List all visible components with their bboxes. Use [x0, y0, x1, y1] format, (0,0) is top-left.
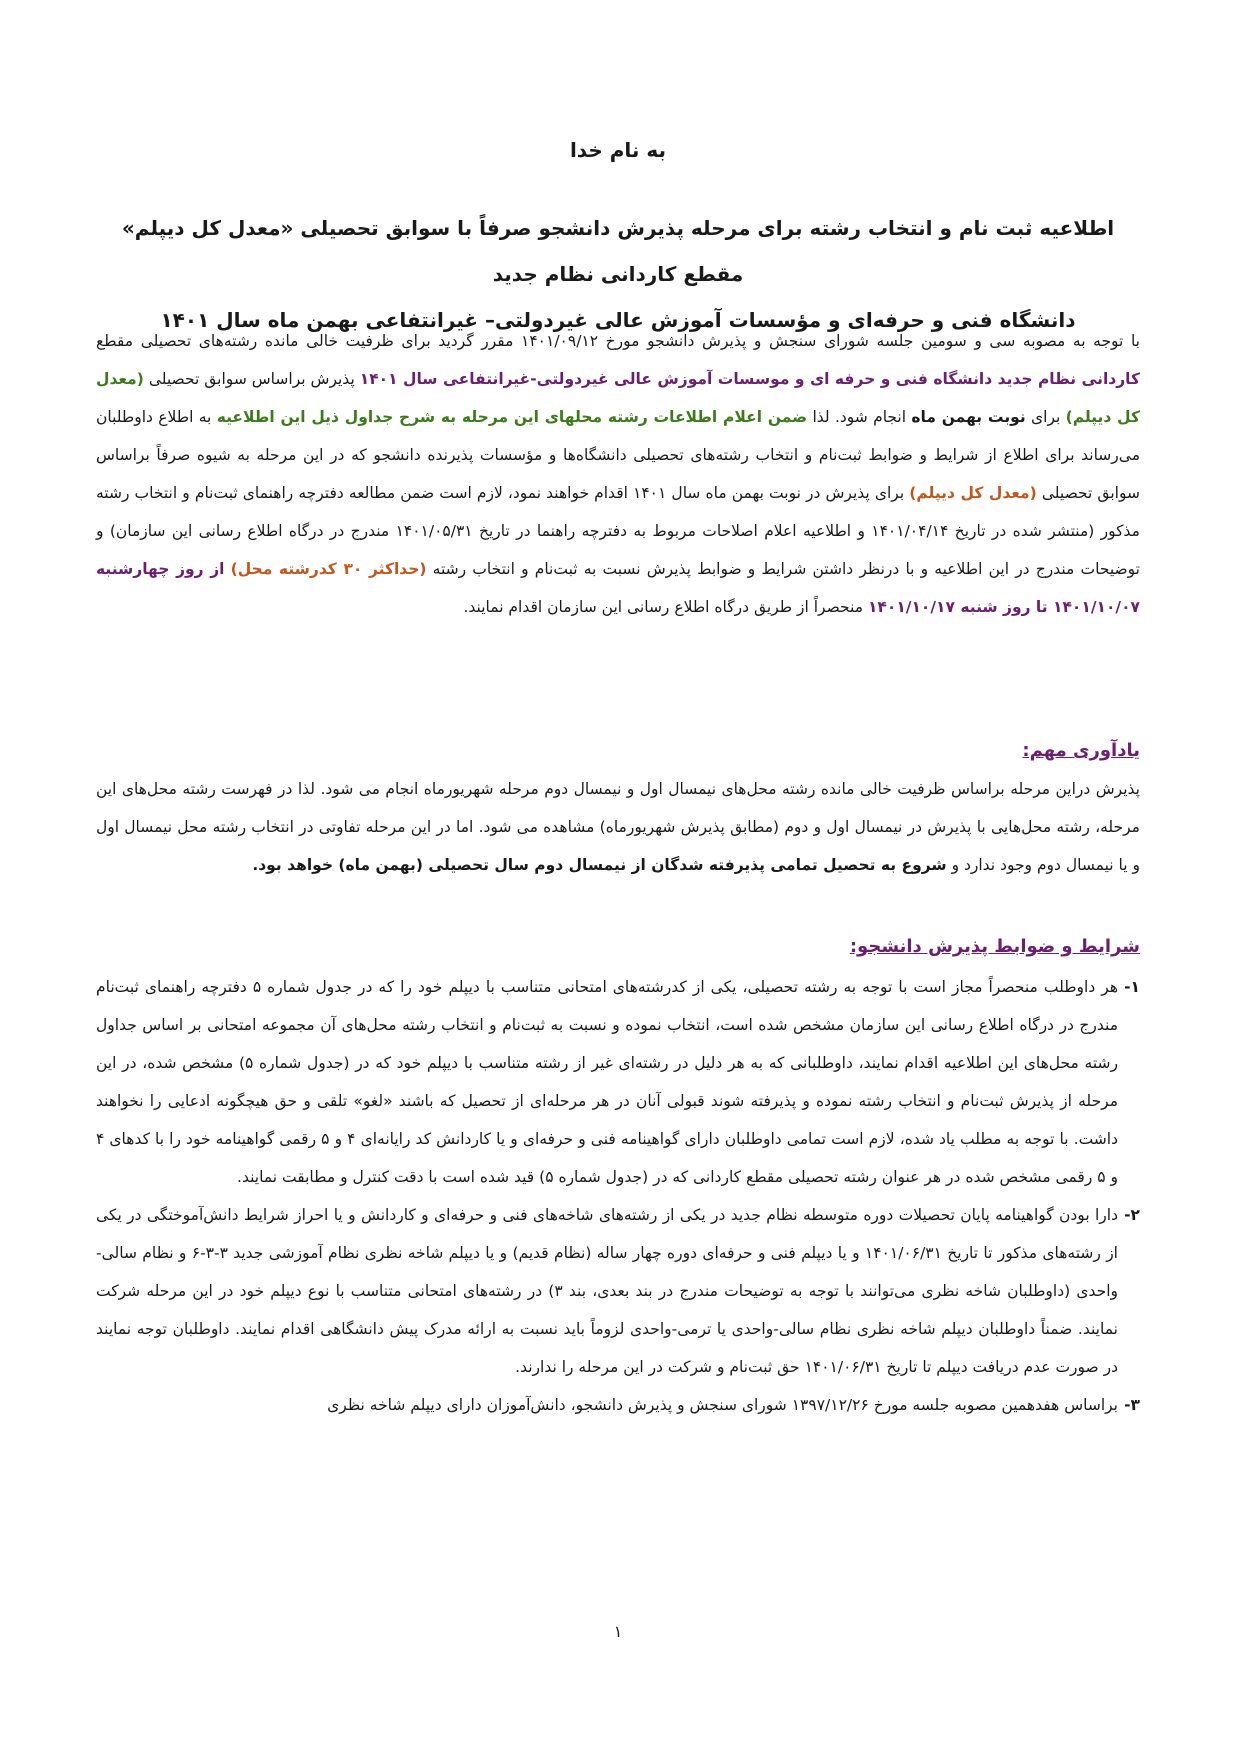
intro-text: برای [1031, 408, 1061, 426]
item-text: دارا بودن گواهینامه پایان تحصیلات دوره متوسطه نظام جدید در یکی از رشته‌های شاخه‌های فنی و حرفه‌ای و کاردانش و یا احراز شرایط دانش‌آموختگی در یکی از رشته‌های مذکور تا تاریخ ۱۴۰۱/۰۶/۳۱ و یا دیپلم فنی و حرفه‌ای دوره چهار ساله (نظام قدیم) و یا دیپلم شاخه نظری نظام آموزشی جدید ۳-۳-۶ و نظام سالی-واحدی (داوطلبان شاخه نظری می‌توانند با توجه به توضیحات مندرج در بند بعدی، بند ۳) در رشته‌های امتحانی متناسب با نوع دیپلم خود در این مرحله شرکت نمایند. ضمناً داوطلبان دیپلم شاخه نظری نظام سالی-واحدی یا ترمی-واحدی لزوماً باید نسبت به ارائه مدرک پیش دانشگاهی اقدام نمایند. داوطلبان توجه نمایند در صورت عدم دریافت دیپلم تا تاریخ ۱۴۰۱/۰۶/۳۱ حق ثبت‌نام و شرکت در این مرحله را ندارند. [96, 1206, 1118, 1376]
list-item [96, 968, 1140, 1196]
intro-text: برای پذیرش در نوبت بهمن ماه سال ۱۴۰۱ اقدام خواهند نمود، لازم است ضمن مطالعه دفترچه راهنمای ثبت‌نام و انتخاب رشته مذکور (منتشر شده در تاریخ ۱۴۰۱/۰۴/۱۴ و اطلاعیه اعلام اصلاحات مربوط به دفترچه راهنما در تاریخ ۱۴۰۱/۰۵/۳۱ مندرج در درگاه اطلاع رسانی این سازمان) و توضیحات مندرج در این اطلاعیه و با درنظر داشتن شرایط و ضوابط پذیرش نسبت به ثبت‌نام و انتخاب رشته [96, 484, 1140, 578]
item-number: ۱- [1124, 978, 1140, 996]
conditions-list [96, 968, 1140, 1424]
title-line-2: دانشگاه فنی و حرفه‌ای و مؤسسات آموزش عالی غیردولتی– غیرانتفاعی بهمن ماه سال ۱۴۰۱ [160, 308, 1076, 332]
intro-highlight-term: نوبت بهمن ماه [911, 408, 1026, 426]
intro-highlight-dates: از روز چهارشنبه ۱۴۰۱/۱۰/۰۷ تا روز شنبه ۱۴۰۱/۱۰/۱۷ [96, 560, 1140, 616]
intro-highlight-tables: ضمن اعلام اطلاعات رشته محلهای این مرحله به شرح جداول ذیل این اطلاعیه [216, 408, 808, 426]
intro-text: به اطلاع داوطلبان می‌رساند برای اطلاع از شرایط و ضوابط ثبت‌نام و انتخاب رشته‌های تحصیلی دانشگاه‌ها و مؤسسات پذیرنده دانشجو که در این مرحله به شیوه صرفاً براساس سوابق تحصیلی [96, 408, 1140, 502]
document-page [96, 0, 1140, 1754]
intro-highlight-max-choices: (حداکثر ۳۰ کدرشته محل) [230, 560, 427, 578]
intro-text: پذیرش براساس سوابق تحصیلی [148, 370, 355, 388]
reminder-highlight: شروع به تحصیل تمامی پذیرفته شدگان از نیمسال دوم سال تحصیلی (بهمن ماه) خواهد بود. [252, 856, 947, 874]
intro-paragraph [96, 322, 1140, 626]
reminder-heading: یادآوری مهم: [1022, 740, 1140, 761]
intro-highlight-gpa-2: (معدل کل دیپلم) [909, 484, 1037, 502]
page-number: ۱ [613, 1622, 623, 1641]
item-text: براساس هفدهمین مصوبه جلسه مورخ ۱۳۹۷/۱۲/۲۶ شورای سنجش و پذیرش دانشجو، دانش‌آموزان دارای دیپلم شاخه نظری [327, 1396, 1118, 1414]
reminder-paragraph [96, 770, 1140, 884]
title-line-1: اطلاعیه ثبت نام و انتخاب رشته برای مرحله پذیرش دانشجو صرفاً با سوابق تحصیلی «معدل کل دیپلم» مقطع کاردانی نظام جدید [121, 216, 1115, 286]
intro-highlight-gpa: (معدل کل دیپلم) [96, 370, 1140, 426]
item-text: هر داوطلب منحصراً مجاز است با توجه به رشته تحصیلی، یکی از کدرشته‌های امتحانی متناسب با دیپلم خود را که در جدول شماره ۵ دفترچه راهنمای ثبت‌نام مندرج در درگاه اطلاع رسانی این سازمان مشخص شده است، انتخاب نموده و نسبت به ثبت‌نام و انتخاب رشته محل‌های آن مجموعه امتحانی بر اساس جداول رشته محل‌های این اطلاعیه اقدام نمایند، داوطلبانی که به هر دلیل در رشته‌ای غیر از رشته متناسب با دیپلم خود که در (جدول شماره ۵) مشخص شده، در این مرحله از پذیرش ثبت‌نام و انتخاب رشته نموده و پذیرفته شوند قبولی آنان در هر مرحله‌ای از تحصیل که باشند «لغو» تلقی و حق هیچگونه ادعایی را نخواهند داشت. با توجه به مطلب یاد شده، لازم است تمامی داوطلبان دارای گواهینامه فنی و حرفه‌ای و یا کاردانش کد رایانه‌ای ۴ و ۵ رقمی گواهینامه خود را با کدهای ۴ و ۵ رقمی مشخص شده در هر عنوان رشته تحصیلی مقطع کاردانی که در (جدول شماره ۵) قید شده است با دقت کنترل و مطابقت نمایند. [96, 978, 1119, 1186]
conditions-heading: شرایط و ضوابط پذیرش دانشجو: [849, 936, 1140, 957]
intro-text: انجام شود. لذا [812, 408, 907, 426]
basmala-heading: به نام خدا [569, 138, 667, 162]
list-item [96, 1196, 1140, 1386]
item-number: ۲- [1124, 1206, 1140, 1224]
intro-highlight-program: کاردانی نظام جدید دانشگاه فنی و حرفه ای و موسسات آموزش عالی غیردولتی-غیرانتفاعی سال ۱۴۰۱ [359, 370, 1140, 388]
item-number: ۳- [1124, 1396, 1140, 1414]
reminder-text: پذیرش دراین مرحله براساس ظرفیت خالی مانده رشته محل‌های نیمسال اول و نیمسال دوم مرحله شهریورماه انجام می شود. لذا در فهرست رشته محل‌های این مرحله، رشته محل‌هایی با پذیرش در نیمسال اول و دوم (مطابق پذیرش شهریورماه) مشاهده می شود. اما در این مرحله تفاوتی در انتخاب رشته محل نیمسال اول و یا نیمسال دوم وجود ندارد و [96, 780, 1140, 874]
intro-text: منحصراً از طریق درگاه اطلاع رسانی این سازمان اقدام نمایند. [463, 598, 864, 616]
list-item [96, 1386, 1140, 1424]
intro-text: با توجه به مصوبه سی و سومین جلسه شورای سنجش و پذیرش دانشجو مورخ ۱۴۰۱/۰۹/۱۲ مقرر گردید برای ظرفیت خالی مانده رشته‌های تحصیلی مقطع [96, 332, 1140, 350]
